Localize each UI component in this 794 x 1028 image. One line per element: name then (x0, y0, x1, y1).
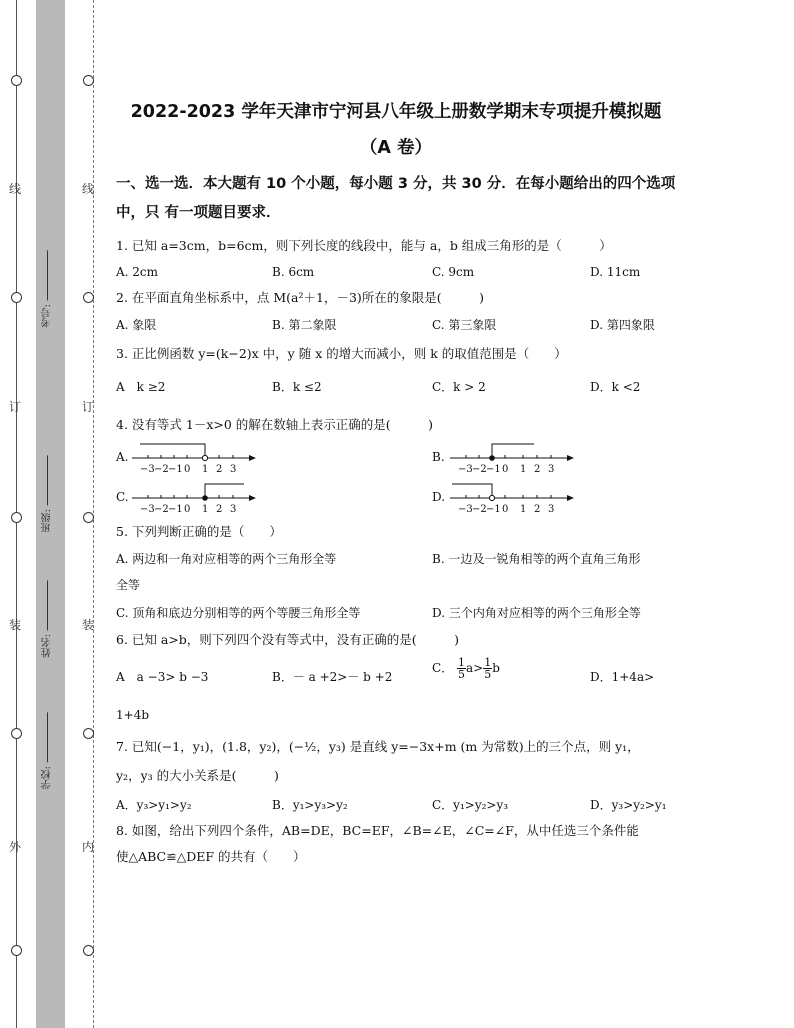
question-5: 5. 下列判断正确的是（ ） (116, 524, 282, 539)
binding-hole (11, 75, 22, 86)
q5-option-c[interactable]: C. 顶角和底边分别相等的两个等腰三角形全等 (116, 606, 361, 620)
closed-dot (202, 495, 208, 501)
question-4: 4. 没有等式 1－x>0 的解在数轴上表示正确的是( ) (116, 417, 434, 432)
tick-label: −2 (154, 504, 169, 515)
tick-label: 1 (520, 464, 527, 475)
exam-content (116, 0, 676, 1028)
margin-char: 线 (9, 182, 22, 196)
q6-option-a[interactable]: A a −3> b −3 (116, 670, 209, 684)
question-3: 3. 正比例函数 y=(k−2)x 中，y 随 x 的增大而减小，则 k 的取值范围是（ ） (116, 346, 567, 361)
q1-option-c[interactable]: C. 9cm (432, 265, 475, 279)
q7-option-c[interactable]: C．y₁>y₂>y₃ (432, 798, 509, 812)
tick-label: 0 (502, 464, 509, 475)
field-label: 姓名: (42, 634, 53, 658)
tick-label: −1 (486, 464, 501, 475)
binding-hole (11, 728, 22, 739)
field-label: 考号: (42, 304, 53, 328)
class-field[interactable] (40, 455, 62, 532)
school-field[interactable] (40, 712, 62, 789)
fraction-numerator: 1 (458, 656, 466, 669)
question-7-cont: y₂，y₃ 的大小关系是( ) (116, 768, 279, 783)
tick-label: 3 (548, 464, 555, 475)
tick-label: 1 (520, 504, 527, 515)
margin-char: 线 (82, 182, 95, 196)
q2-option-c[interactable]: C. 第三象限 (432, 318, 497, 332)
q3-option-a[interactable]: A k ≥2 (116, 380, 166, 394)
question-1: 1. 已知 a=3cm，b=6cm，则下列长度的线段中，能与 a，b 组成三角形的是（ ） (116, 238, 612, 253)
margin-char: 内 (82, 840, 95, 854)
tick-label: 2 (534, 504, 541, 515)
q7-option-d[interactable]: D．y₃>y₂>y₁ (590, 798, 667, 812)
fraction (457, 657, 466, 680)
tick-label: 1 (202, 464, 209, 475)
fraction-numerator: 1 (484, 656, 492, 669)
tick-label: −1 (168, 504, 183, 515)
q6-option-d-cont: 1+4b (116, 708, 150, 722)
q5-option-b[interactable]: B. 一边及一锐角相等的两个直角三角形 (432, 552, 641, 566)
number-line-c (130, 476, 260, 516)
q4-option-d[interactable]: D. (432, 490, 446, 504)
q5-option-a[interactable]: A. 两边和一角对应相等的两个三角形全等 (116, 552, 337, 566)
tick-label: −3 (140, 464, 155, 475)
q3-option-c[interactable]: C．k > 2 (432, 380, 486, 394)
fraction (483, 657, 492, 680)
binding-hole (11, 292, 22, 303)
section-heading: 一、选一选．本大题有 10 个小题，每小题 3 分，共 30 分．在每小题给出的四个选项中，只 有一项题目要求． (116, 176, 676, 221)
tick-label: −3 (458, 504, 473, 515)
tick-label: −2 (472, 504, 487, 515)
question-2: 2. 在平面直角坐标系中，点 M(a²＋1，－3)所在的象限是( ) (116, 290, 485, 305)
tick-label: −2 (154, 464, 169, 475)
tick-label: 0 (184, 464, 191, 475)
q3-option-d[interactable]: D．k <2 (590, 380, 641, 394)
q7-option-b[interactable]: B．y₁>y₃>y₂ (272, 798, 348, 812)
binding-hole (83, 75, 94, 86)
tick-label: 0 (502, 504, 509, 515)
exam-number-field[interactable] (40, 250, 62, 327)
binding-hole (11, 945, 22, 956)
number-line-a (130, 436, 260, 476)
open-dot (202, 455, 207, 460)
margin-char: 装 (9, 618, 22, 632)
q1-option-b[interactable]: B. 6cm (272, 265, 315, 279)
q5-option-d[interactable]: D. 三个内角对应相等的两个三角形全等 (432, 606, 641, 620)
fraction-denominator: 5 (484, 668, 492, 681)
q2-option-b[interactable]: B. 第二象限 (272, 318, 337, 332)
q1-option-d[interactable]: D. 11cm (590, 265, 641, 279)
question-8-cont: 使△ABC≌△DEF 的共有（ ） (116, 849, 306, 864)
q7-option-a[interactable]: A．y₃>y₁>y₂ (116, 798, 192, 812)
number-line-b (448, 436, 578, 476)
option-text: b (492, 661, 500, 675)
tick-label: 2 (216, 464, 223, 475)
margin-char: 订 (9, 400, 22, 414)
binding-margin (0, 0, 110, 1028)
tick-label: 2 (534, 464, 541, 475)
page-title: 2022-2023 学年天津市宁河县八年级上册数学期末专项提升模拟题（A 卷） (130, 102, 662, 158)
number-line-d (448, 476, 578, 516)
tick-label: 3 (548, 504, 555, 515)
tick-label: −3 (140, 504, 155, 515)
q4-option-c[interactable]: C. (116, 490, 129, 504)
q1-option-a[interactable]: A. 2cm (116, 265, 159, 279)
q6-option-c[interactable] (432, 657, 500, 680)
question-8: 8. 如图，给出下列四个条件，AB=DE，BC=EF，∠B=∠E，∠C=∠F，从中任选三个条件能 (116, 823, 639, 838)
tick-label: −1 (168, 464, 183, 475)
fraction-denominator: 5 (458, 668, 466, 681)
name-field[interactable] (40, 580, 62, 657)
q6-option-d[interactable]: D．1+4a> (590, 670, 655, 684)
field-label: 班级: (42, 509, 53, 533)
margin-char: 装 (82, 618, 95, 632)
q3-option-b[interactable]: B．k ≤2 (272, 380, 322, 394)
option-label: C． (432, 661, 454, 675)
q2-option-d[interactable]: D. 第四象限 (590, 318, 655, 332)
question-6: 6. 已知 a>b，则下列四个没有等式中，没有正确的是( ) (116, 632, 460, 647)
binding-hole (11, 512, 22, 523)
q4-option-a[interactable]: A. (116, 450, 129, 464)
tick-label: −1 (486, 504, 501, 515)
binding-hole (83, 512, 94, 523)
tick-label: 1 (202, 504, 209, 515)
binding-hole (83, 945, 94, 956)
margin-char: 外 (9, 840, 22, 854)
field-label: 学校: (42, 766, 53, 790)
open-dot (489, 495, 494, 500)
binding-hole (83, 728, 94, 739)
question-7: 7. 已知(−1，y₁)，(1.8，y₂)，(−½，y₃) 是直线 y=−3x+m (m 为常数)上的三个点，则 y₁， (116, 739, 640, 754)
q6-option-b[interactable]: B．－ a +2>－ b +2 (272, 670, 393, 684)
q2-option-a[interactable]: A. 象限 (116, 318, 157, 332)
margin-char: 订 (82, 400, 95, 414)
tick-label: −2 (472, 464, 487, 475)
closed-dot (489, 455, 495, 461)
q5-option-b-cont: 全等 (116, 578, 141, 592)
tick-label: 3 (230, 464, 237, 475)
tick-label: 2 (216, 504, 223, 515)
tick-label: −3 (458, 464, 473, 475)
binding-hole (83, 292, 94, 303)
tick-label: 3 (230, 504, 237, 515)
option-text: a> (466, 661, 484, 675)
tick-label: 0 (184, 504, 191, 515)
q4-option-b[interactable]: B. (432, 450, 445, 464)
